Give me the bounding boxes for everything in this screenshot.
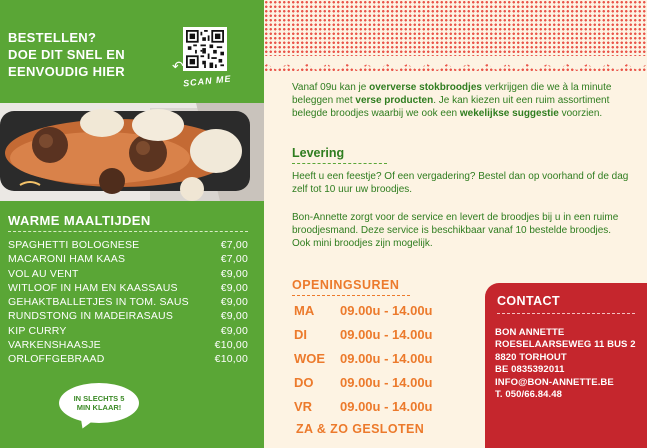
meal-price: €9,00 bbox=[220, 281, 248, 294]
qr-code[interactable] bbox=[183, 27, 227, 71]
intro-bold: wekelijkse suggestie bbox=[459, 108, 559, 120]
delivery-title: Levering bbox=[292, 146, 345, 160]
meal-name: MACARONI HAM KAAS bbox=[8, 253, 126, 266]
hours-row bbox=[294, 373, 433, 397]
meal-price: €9,00 bbox=[220, 296, 248, 309]
list-item bbox=[8, 324, 248, 338]
list-item bbox=[8, 352, 248, 366]
intro-text bbox=[292, 81, 632, 121]
order-heading-line1: BESTELLEN? bbox=[8, 30, 97, 45]
order-heading-line2: DOE DIT SNEL EN bbox=[8, 47, 125, 62]
meal-name: GEHAKTBALLETJES IN TOM. SAUS bbox=[8, 296, 189, 309]
contact-name: BON ANNETTE bbox=[495, 327, 565, 338]
list-item bbox=[8, 267, 248, 281]
meal-name: KIP CURRY bbox=[8, 324, 67, 337]
contact-title: CONTACT bbox=[497, 294, 560, 308]
meal-price: €7,00 bbox=[220, 239, 248, 251]
list-item bbox=[8, 252, 248, 266]
intro-bold: verse producten bbox=[355, 95, 434, 107]
delivery-paragraph-2: Bon-Annette zorgt voor de service en levert de broodjes bij u in een ruime broodjesmand. Deze service is beschikbaar vanaf 10 bestelde broodjes. Ook mini broodjes zijn mogelijk. bbox=[292, 212, 619, 250]
contact-details bbox=[495, 327, 636, 401]
list-item bbox=[8, 338, 248, 352]
contact-box bbox=[485, 283, 647, 448]
divider bbox=[8, 231, 248, 232]
day-label: DI bbox=[294, 327, 307, 342]
meal-name: RUNDSTONG IN MADEIRASAUS bbox=[8, 310, 174, 323]
intro-bold: oververse stokbroodjes bbox=[369, 82, 482, 93]
hours-row bbox=[294, 349, 433, 373]
meal-name: ORLOFFGEBRAAD bbox=[8, 353, 105, 366]
weekend-closed: ZA & ZO GESLOTEN bbox=[296, 422, 425, 436]
divider bbox=[497, 313, 635, 314]
contact-address: ROESELAARSEWEG 11 BUS 2 bbox=[495, 339, 636, 351]
meal-price: €7,00 bbox=[220, 253, 248, 266]
intro-part: . Je kan kiezen uit een ruim assortiment belegde broodjes waarbij we ook een bbox=[292, 95, 610, 120]
scallop-edge bbox=[264, 56, 647, 76]
contact-phone[interactable]: T. 050/66.84.48 bbox=[495, 389, 562, 401]
qr-code-icon bbox=[186, 30, 224, 68]
opening-hours-list bbox=[294, 301, 433, 421]
hours-value: 09.00u - 14.00u bbox=[340, 351, 433, 366]
meals-list bbox=[8, 238, 248, 367]
hours-row bbox=[294, 325, 433, 349]
opening-hours-title: OPENINGSUREN bbox=[292, 278, 400, 292]
list-item bbox=[8, 309, 248, 323]
meal-price: €9,00 bbox=[220, 267, 248, 280]
list-item bbox=[8, 238, 248, 252]
divider bbox=[292, 295, 410, 296]
day-label: DO bbox=[294, 375, 314, 390]
hours-value: 09.00u - 14.00u bbox=[340, 399, 433, 414]
intro-part: Vanaf 09u kan je bbox=[292, 82, 370, 93]
hours-row bbox=[294, 397, 433, 421]
divider bbox=[292, 163, 387, 164]
bubble-line1: IN SLECHTS 5 bbox=[73, 393, 125, 403]
day-label: WOE bbox=[294, 351, 326, 366]
meal-price: €10,00 bbox=[214, 353, 248, 366]
meal-name: SPAGHETTI BOLOGNESE bbox=[8, 239, 140, 251]
list-item bbox=[8, 281, 248, 295]
contact-vat: BE 0835392011 bbox=[495, 364, 565, 376]
hours-value: 09.00u - 14.00u bbox=[340, 327, 433, 342]
order-heading bbox=[8, 29, 125, 80]
hours-row bbox=[294, 301, 433, 325]
warm-meals-title: WARME MAALTIJDEN bbox=[8, 213, 151, 228]
curved-arrow-icon: ↶ bbox=[172, 58, 184, 74]
meal-price: €9,00 bbox=[220, 324, 248, 337]
meal-price: €10,00 bbox=[214, 339, 248, 352]
left-panel bbox=[0, 0, 264, 448]
contact-email[interactable]: INFO@BON-ANNETTE.BE bbox=[495, 376, 614, 388]
meal-name: WITLOOF IN HAM EN KAASSAUS bbox=[8, 281, 178, 294]
hours-value: 09.00u - 14.00u bbox=[340, 303, 433, 318]
delivery-paragraph-1: Heeft u een feestje? Of een vergadering? Bestel dan op voorhand of de dag zelf tot 10 uur uw broodjes. bbox=[292, 171, 629, 196]
day-label: VR bbox=[294, 399, 313, 414]
day-label: MA bbox=[294, 303, 315, 318]
scan-me-label: SCAN ME bbox=[182, 73, 232, 89]
bubble-line2: MIN KLAAR! bbox=[76, 403, 122, 412]
list-item bbox=[8, 295, 248, 309]
contact-city: 8820 TORHOUT bbox=[495, 351, 567, 363]
speech-bubble bbox=[59, 383, 139, 423]
intro-part: verkrijgen die we à la minute beleggen met bbox=[292, 82, 612, 107]
meal-price: €9,00 bbox=[220, 310, 248, 323]
intro-part: voorzien. bbox=[558, 108, 603, 120]
meal-photo bbox=[0, 103, 264, 201]
meal-name: VARKENSHAASJE bbox=[8, 339, 101, 352]
hours-value: 09.00u - 14.00u bbox=[340, 375, 433, 390]
order-heading-line3: EENVOUDIG HIER bbox=[8, 64, 125, 79]
meal-name: VOL AU VENT bbox=[8, 267, 79, 280]
